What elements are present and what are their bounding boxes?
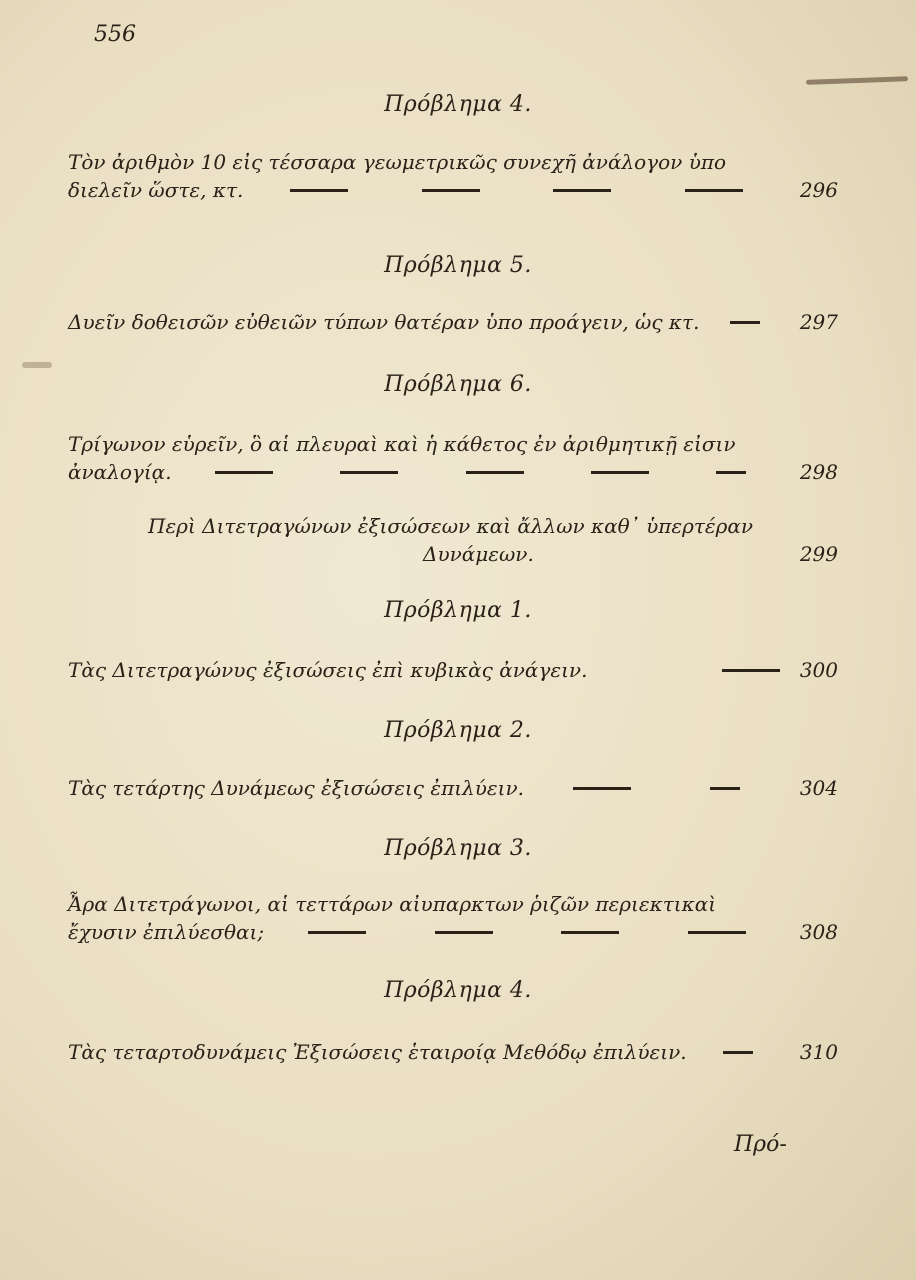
catchword: Πρό- <box>734 1132 787 1157</box>
entry-text: Δυνάμεων. <box>423 542 534 566</box>
entry-text: Δυεῖν δοθεισῶν εὐθειῶν τύπων θατέραν ὑπο προάγειν, ὡς κτ. <box>68 310 700 334</box>
toc-entry <box>68 430 838 486</box>
entry-text: διελεῖν ὥστε, κτ. <box>68 178 244 202</box>
page-reference: 304 <box>799 776 838 800</box>
page-number: 556 <box>94 22 136 47</box>
entry-text: Ἆρα Διτετράγωνοι, αἱ τεττάρων αἰυπαρκτων ῥιζῶν περιεκτικαὶ <box>68 892 717 916</box>
toc-entry <box>68 890 838 946</box>
problem-heading: Πρόβλημα 3. <box>384 836 532 861</box>
page-reference: 308 <box>799 920 838 944</box>
entry-text: ἀναλογίᾳ. <box>68 460 172 484</box>
page-reference: 310 <box>799 1040 838 1064</box>
entry-text: ἔχυσιν ἐπιλύεσθαι; <box>68 920 265 944</box>
page-reference: 297 <box>799 310 838 334</box>
toc-entry <box>68 774 838 802</box>
entry-text: Τρίγωνον εὑρεῖν, ὃ αἱ πλευραὶ καὶ ἡ κάθετος ἐν ἀριθμητικῇ εἰσιν <box>68 432 736 456</box>
ink-stain <box>806 76 908 85</box>
toc-entry <box>68 308 838 336</box>
dash-leader <box>597 669 780 672</box>
dash-leader <box>534 787 780 790</box>
problem-heading: Πρόβλημα 2. <box>384 718 532 743</box>
entry-text: Τὸν ἀριθμὸν 10 εἰς τέσσαρα γεωμετρικῶς συνεχῆ ἀνάλογον ὑπο <box>68 150 727 174</box>
problem-heading: Πρόβλημα 4. <box>384 978 532 1003</box>
entry-text: Τὰς τεταρτοδυνάμεις Ἐξισώσεις ἑταιροίᾳ Μεθόδῳ ἐπιλύειν. <box>68 1040 687 1064</box>
ink-stain <box>22 362 52 368</box>
page-reference: 299 <box>799 542 838 566</box>
problem-heading: Πρόβλημα 6. <box>384 372 532 397</box>
problem-heading: Πρόβλημα 4. <box>384 92 532 117</box>
problem-heading: Πρόβλημα 1. <box>384 598 532 623</box>
dash-leader <box>253 189 780 192</box>
page-reference: 296 <box>799 178 838 202</box>
entry-text: Τὰς τετάρτης Δυνάμεως ἐξισώσεις ἐπιλύειν. <box>68 776 524 800</box>
entry-text: Περὶ Διτετραγώνων ἐξισώσεων καὶ ἄλλων καθ᾽ ὑπερτέραν <box>148 514 754 538</box>
problem-heading: Πρόβλημα 5. <box>384 253 532 278</box>
dash-leader <box>697 1051 780 1054</box>
dash-leader <box>182 471 780 474</box>
toc-entry <box>68 1038 838 1066</box>
page-reference: 300 <box>799 658 838 682</box>
toc-entry <box>68 656 838 684</box>
toc-entry <box>68 512 838 568</box>
page-reference: 298 <box>799 460 838 484</box>
toc-entry <box>68 148 838 204</box>
dash-leader <box>709 321 780 324</box>
entry-text: Τὰς Διτετραγώνυς ἐξισώσεις ἐπὶ κυβικὰς ἀνάγειν. <box>68 658 588 682</box>
dash-leader <box>274 931 780 934</box>
